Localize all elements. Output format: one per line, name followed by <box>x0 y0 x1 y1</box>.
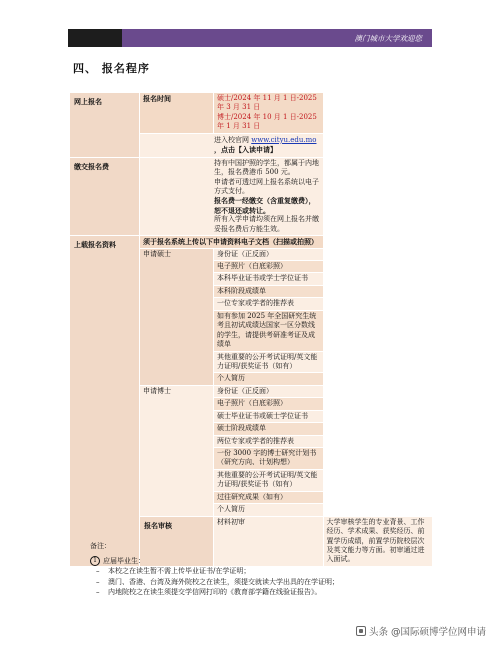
online-category: 网上报名 <box>70 93 140 158</box>
review-label: 材料初审 <box>214 516 324 566</box>
fee-line-3: 报名费一经缴交（含重复缴费），恕不退还或转让。 <box>214 196 316 215</box>
phd-doc-item: 身份证（正反面） <box>214 385 324 397</box>
phd-doc-item: 一份 3000 字的博士研究计划书（研究方向、计划构想） <box>214 448 324 470</box>
header-banner <box>122 29 432 47</box>
phd-doc-item: 个人简历 <box>214 504 324 516</box>
header-dark-block <box>68 29 122 47</box>
fee-category: 缴交报名费 <box>70 157 140 236</box>
entry-prefix: 进入校官网 <box>214 135 252 144</box>
phd-period: 博士/2024 年 10 月 1 日-2025 年 1 月 31 日 <box>217 112 317 131</box>
master-period: 硕士/2024 年 11 月 1 日-2025 年 3 月 31 日 <box>217 94 317 112</box>
upload-category: 上载报名资料 <box>70 236 140 567</box>
note-item-1-title: 应届毕业生： <box>103 556 145 565</box>
phd-doc-item: 硕士毕业证书或硕士学位证书 <box>214 410 324 422</box>
section-title: 四、 报名程序 <box>73 62 150 75</box>
page-header <box>68 29 432 47</box>
note-sub-item: – 本校之在读生暂不需上传毕业证书/在学证明； <box>96 567 251 575</box>
phd-label: 申请博士 <box>140 385 214 516</box>
phd-doc-item: 硕士阶段成绩单 <box>214 423 324 435</box>
watermark-text: 头条 @国际硕博学位网申请 <box>368 627 486 638</box>
upload-instruction: 须于报名系统上传以下申请资料电子文档（扫描或拍照） <box>140 236 324 248</box>
notes-title: 备注： <box>90 542 111 550</box>
fee-line-2: 申请者可透过网上报名系统以电子方式支付。 <box>214 177 319 195</box>
entry-suffix: ，点击【入读申请】 <box>214 145 277 155</box>
phd-doc-item: 两位专家或学者的推荐表 <box>214 435 324 447</box>
note-sub-item: – 内地院校之在读生须提交学信网打印的《教育部学籍在线验证报告》。 <box>96 588 322 596</box>
phd-doc-item: 过往研究成果（如有） <box>214 491 324 503</box>
master-doc-item: 电子照片（白底彩照） <box>214 261 324 273</box>
online-period-row <box>70 93 433 134</box>
notes-section <box>90 541 435 598</box>
official-site-link[interactable]: www.cityu.edu.mo <box>251 135 317 144</box>
phd-doc-item: 其他重要的公开考试证明/英文能力证明/获奖证书（如有） <box>214 469 324 491</box>
note-sub-item: – 澳门、香港、台湾及海外院校之在读生，须提交就读大学出具的在学证明； <box>96 577 339 586</box>
note-item-1 <box>90 556 435 567</box>
fee-row <box>70 157 433 236</box>
phd-doc-item: 电子照片（白底彩照） <box>214 398 324 410</box>
header-banner-text: 澳门城市大学欢迎您 <box>354 33 422 43</box>
toutiao-logo-icon <box>356 626 366 636</box>
watermark <box>356 624 486 638</box>
master-doc-item: 如有参加 2025 年全国研究生统考且初试成绩达国家一区分数线的学生，请提供考研准考证及成绩单 <box>214 310 324 351</box>
review-category: 报名审核 <box>140 516 214 566</box>
master-doc-item: 一位专家或学者的推荐表 <box>214 298 324 310</box>
upload-instruction-row <box>70 236 433 248</box>
registration-table <box>69 92 433 567</box>
period-label: 报名时间 <box>140 93 214 134</box>
master-doc-item: 身份证（正反面） <box>214 248 324 260</box>
master-doc-item: 本科阶段成绩单 <box>214 285 324 297</box>
fee-line-1: 持有中国护照的学生，都属于内地生，报名费港币 500 元。 <box>214 158 319 177</box>
review-text: 大学审核学生的专业背景、工作经历、学术成果、获奖经历、前置学历成绩，前置学历院校层次及英文能力等方面。初审通过进入面试。 <box>323 516 433 566</box>
master-label: 申请硕士 <box>140 248 214 385</box>
master-doc-item: 个人简历 <box>214 373 324 385</box>
circled-number: 1 <box>90 556 100 566</box>
fee-line-4: 所有入学申请均须在网上报名并缴妥报名费后方能生效。 <box>214 215 319 233</box>
master-doc-item: 本科毕业证书或学士学位证书 <box>214 273 324 285</box>
master-doc-item: 其他重要的公开考试证明/英文能力证明/获奖证书（如有） <box>214 351 324 373</box>
